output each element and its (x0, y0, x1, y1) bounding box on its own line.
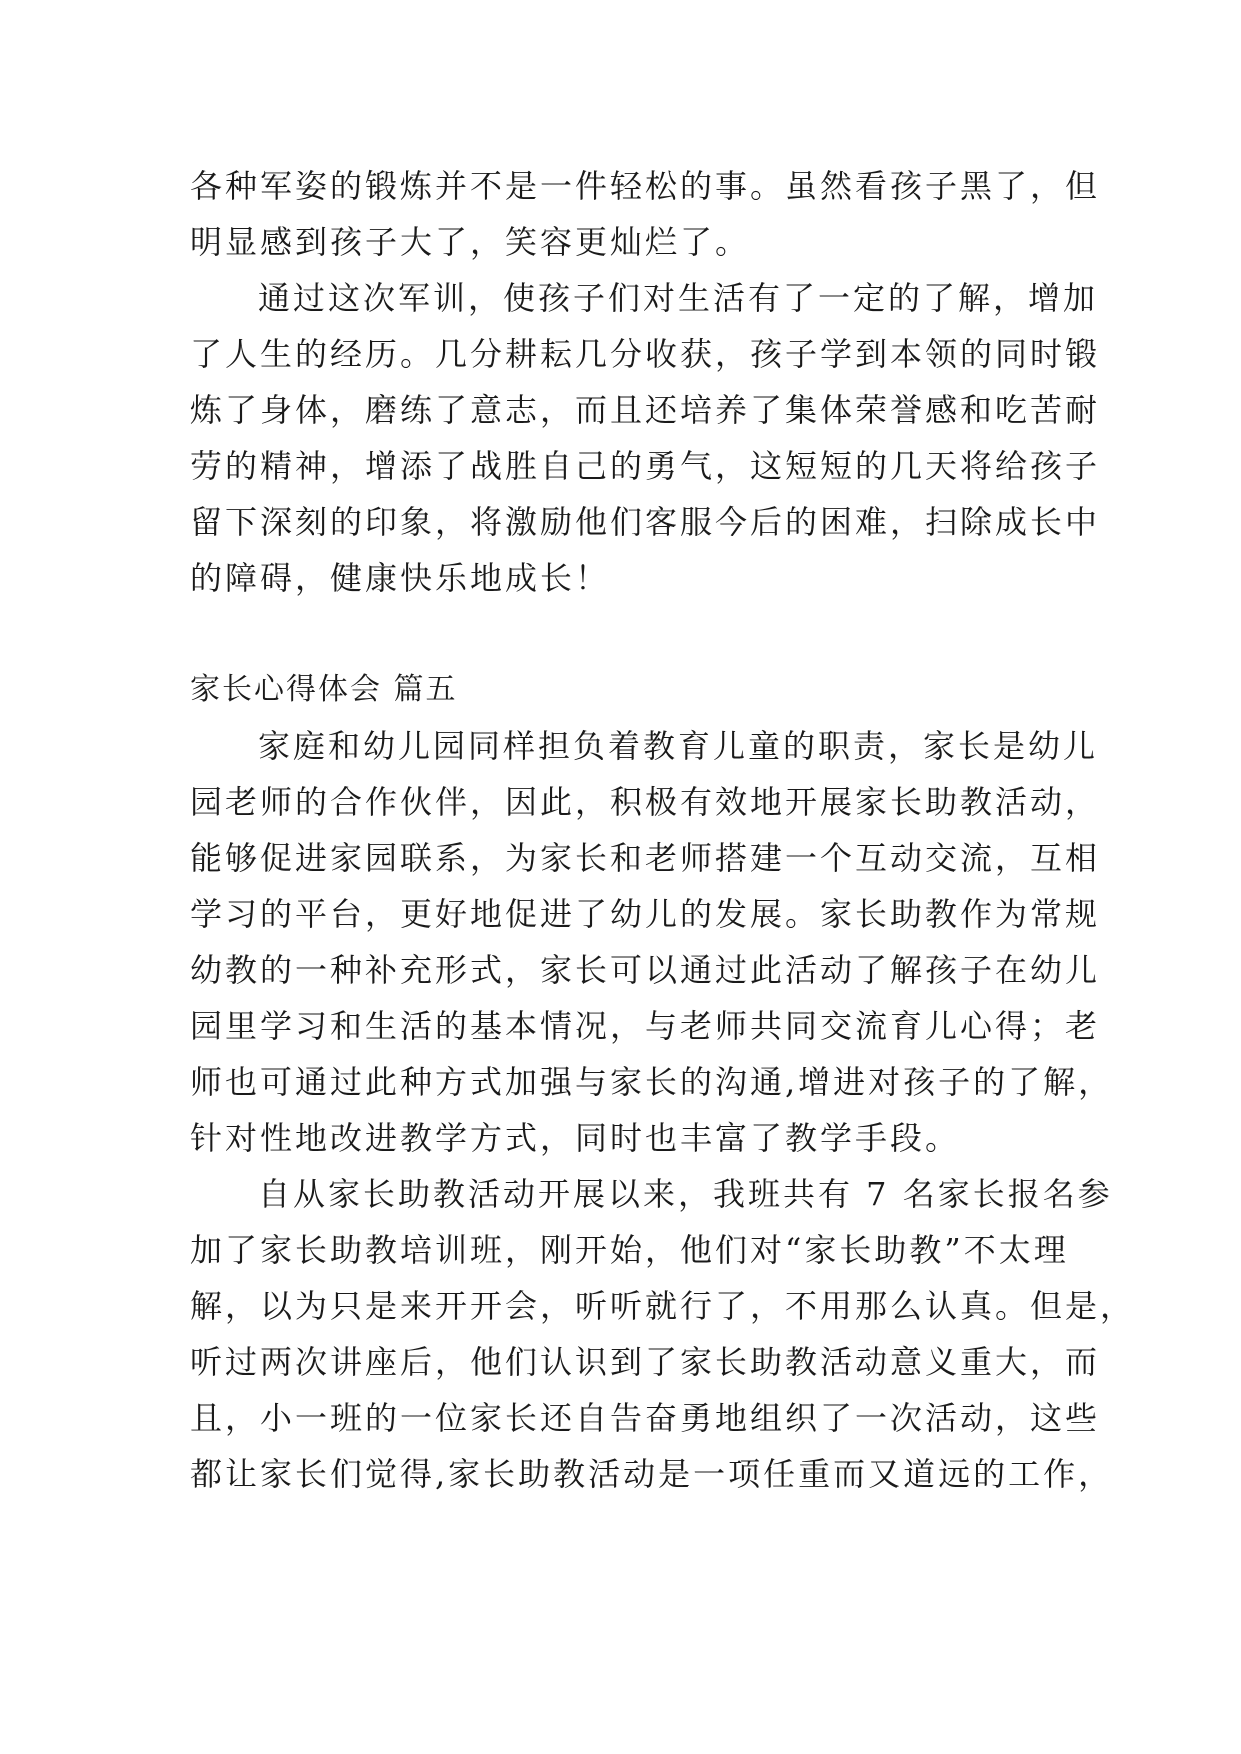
text-line: 炼了身体，磨练了意志，而且还培养了集体荣誉感和吃苦耐 (190, 391, 1101, 429)
text-line: 听过两次讲座后，他们认识到了家长助教活动意义重大，而 (190, 1343, 1101, 1381)
text-line: 解，以为只是来开开会，听听就行了，不用那么认真。但是， (190, 1287, 1136, 1325)
text-line: 学习的平台，更好地促进了幼儿的发展。家长助教作为常规 (190, 895, 1101, 933)
text-line: 的障碍，健康快乐地成长！ (190, 559, 611, 597)
text-line: 明显感到孩子大了，笑容更灿烂了。 (190, 223, 751, 261)
paragraph (190, 158, 1101, 270)
text-line: 园里学习和生活的基本情况，与老师共同交流育儿心得；老 (190, 1007, 1101, 1045)
text-line: 通过这次军训，使孩子们对生活有了一定的了解，增加 (258, 279, 1099, 317)
text-line: 劳的精神，增添了战胜自己的勇气，这短短的几天将给孩子 (190, 447, 1101, 485)
text-line: 留下深刻的印象，将激励他们客服今后的困难，扫除成长中 (190, 503, 1101, 541)
text-line: 都让家长们觉得,家长助教活动是一项任重而又道远的工作， (190, 1455, 1114, 1493)
paragraph (190, 1166, 1136, 1502)
paragraph (190, 270, 1101, 606)
text-line: 且，小一班的一位家长还自告奋勇地组织了一次活动，这些 (190, 1399, 1101, 1437)
text-line: 加了家长助教培训班，刚开始，他们对“家长助教”不太理 (190, 1231, 1069, 1269)
text-line: 各种军姿的锻炼并不是一件轻松的事。虽然看孩子黑了，但 (190, 167, 1101, 205)
text-line: 能够促进家园联系，为家长和老师搭建一个互动交流，互相 (190, 839, 1101, 877)
section-spacer (190, 606, 1050, 662)
section-heading: 家长心得体会 篇五 (190, 672, 458, 707)
text-line: 针对性地改进教学方式，同时也丰富了教学手段。 (190, 1119, 961, 1157)
paragraph (190, 718, 1114, 1166)
text-line: 自从家长助教活动开展以来，我班共有 7 名家长报名参 (258, 1175, 1113, 1213)
document-body (190, 158, 1136, 1502)
text-line: 幼教的一种补充形式，家长可以通过此活动了解孩子在幼儿 (190, 951, 1101, 989)
text-line: 家庭和幼儿园同样担负着教育儿童的职责，家长是幼儿 (258, 727, 1099, 765)
text-line: 师也可通过此种方式加强与家长的沟通,增进对孩子的了解， (190, 1063, 1114, 1101)
text-line: 园老师的合作伙伴，因此，积极有效地开展家长助教活动， (190, 783, 1101, 821)
text-line: 了人生的经历。几分耕耘几分收获，孩子学到本领的同时锻 (190, 335, 1101, 373)
